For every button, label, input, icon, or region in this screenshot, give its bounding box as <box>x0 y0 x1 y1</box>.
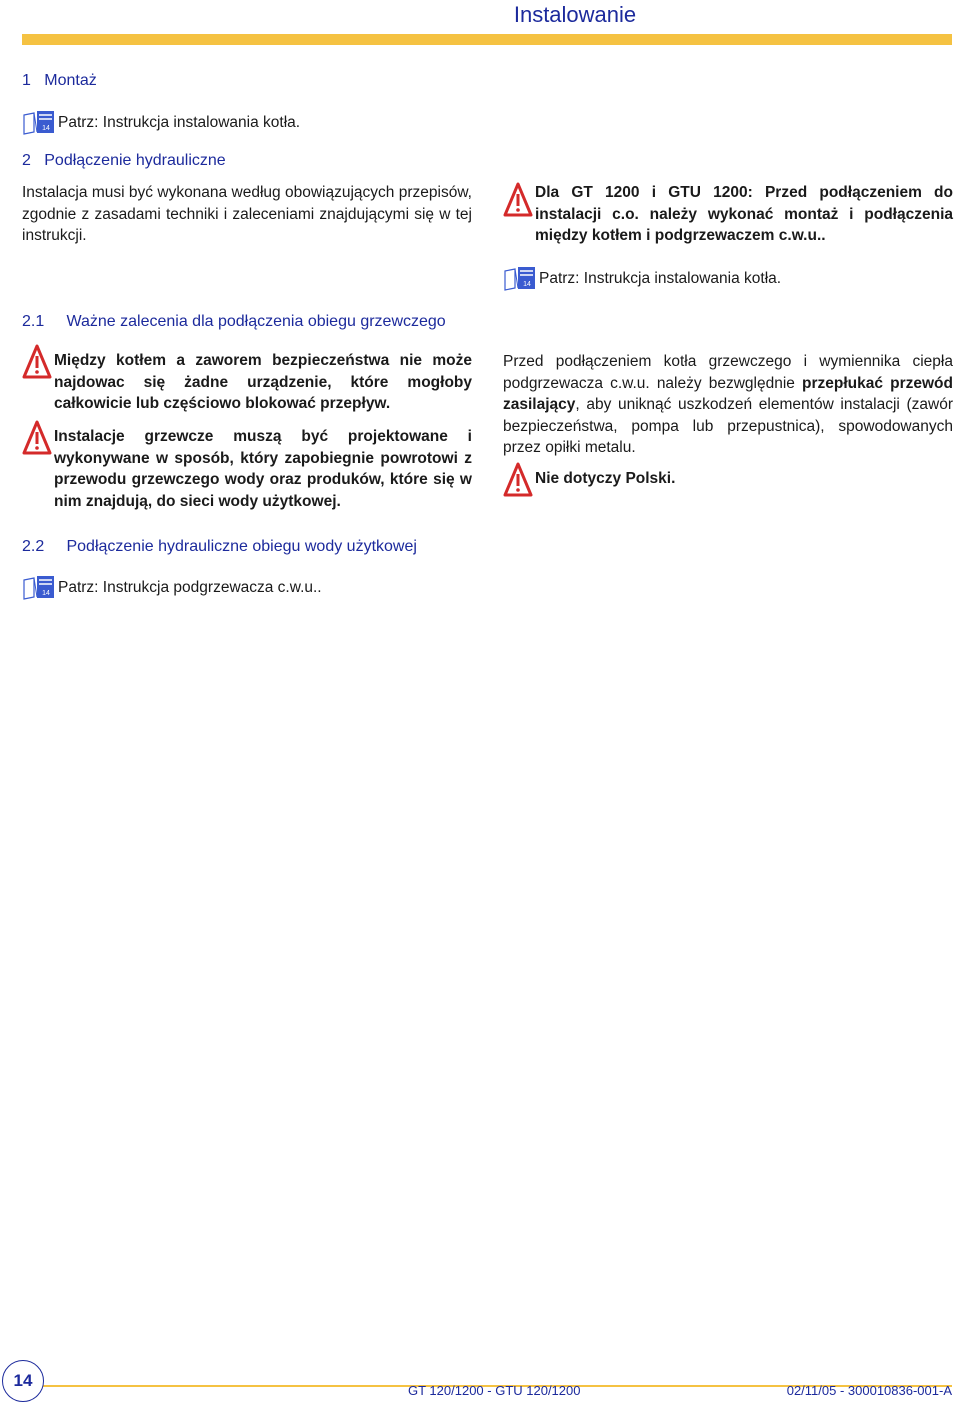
section-2-intro: Instalacja musi być wykonana według obowiązujących przepisów, zgodnie z zasadami techniki i zaleceniami znajdującymi się w tej instrukcji. <box>22 184 472 244</box>
warning-text: Dla GT 1200 i GTU 1200: Przed podłączeniem do instalacji c.o. należy wykonać montaż i podłączenia między kotłem i podgrzewaczem c.w.u.. <box>535 184 953 244</box>
section-title: Podłączenie hydrauliczne obiegu wody użytkowej <box>66 538 417 555</box>
warning-text: Instalacje grzewcze muszą być projektowane i wykonywane w sposób, który zapobiegnie powrotowi z przewodu grzewczego wody oraz produków, które się w nim znajdują, do sieci wody użytkowej. <box>54 428 472 510</box>
book-reference-icon <box>22 110 56 136</box>
section-number: 2.2 <box>22 538 45 555</box>
flushing-emphasis: przepłukać przewód zasilający <box>503 374 953 413</box>
reference-install-boiler-2[interactable] <box>503 266 781 292</box>
section-1-heading <box>22 72 97 90</box>
warning-triangle-icon <box>503 182 533 218</box>
section-number: 2 <box>22 152 31 169</box>
book-reference-icon <box>503 266 537 292</box>
footer-document-code: 02/11/05 - 300010836-001-A <box>786 1383 952 1398</box>
flushing-paragraph <box>503 351 953 459</box>
flushing-text: Przed podłączeniem kotła grzewczego i wymiennika ciepła podgrzewacza c.w.u. należy bezwględnie <box>503 353 953 392</box>
book-badge: 14 <box>42 590 50 597</box>
warning-text: Nie dotyczy Polski. <box>535 470 676 487</box>
section-2-heading <box>22 152 226 170</box>
page-number-badge: 14 <box>2 1360 44 1402</box>
warning-text: Między kotłem a zaworem bezpieczeństwa nie może najdowac się żadne urządzenie, które mogłoby całkowicie lub częściowo blokować przepływ. <box>54 352 472 412</box>
flushing-text-end: , aby uniknąć uszkodzeń elementów instalacji (zawór bezpieczeństwa, pompa lub przepustnica), spowodowanych przez opiłki metalu. <box>503 396 953 456</box>
title-bar <box>22 34 952 45</box>
warning-triangle-icon <box>22 420 52 456</box>
book-badge: 14 <box>523 281 531 288</box>
page-title: Instalowanie <box>513 2 637 27</box>
reference-text: Patrz: Instrukcja instalowania kotła. <box>58 114 301 131</box>
section-2-2-heading <box>22 538 417 556</box>
reference-text: Patrz: Instrukcja instalowania kotła. <box>539 270 782 287</box>
reference-install-boiler[interactable] <box>22 110 300 136</box>
reference-water-heater[interactable] <box>22 575 322 601</box>
book-badge: 14 <box>42 125 50 132</box>
book-reference-icon <box>22 575 56 601</box>
warning-not-poland <box>503 462 675 498</box>
warning-gt1200 <box>503 182 953 247</box>
section-title: Ważne zalecenia dla podłączenia obiegu grzewczego <box>66 313 446 330</box>
warning-triangle-icon <box>503 462 533 498</box>
reference-text: Patrz: Instrukcja podgrzewacza c.w.u.. <box>58 579 322 596</box>
section-title: Montaż <box>44 72 97 89</box>
footer-model: GT 120/1200 - GTU 120/1200 <box>408 1383 581 1398</box>
section-2-1-heading <box>22 313 446 331</box>
section-number: 1 <box>22 72 31 89</box>
section-number: 2.1 <box>22 313 45 330</box>
warning-triangle-icon <box>22 344 52 380</box>
warning-backflow <box>22 420 472 512</box>
warning-safety-valve <box>22 344 472 415</box>
section-title: Podłączenie hydrauliczne <box>44 152 226 169</box>
